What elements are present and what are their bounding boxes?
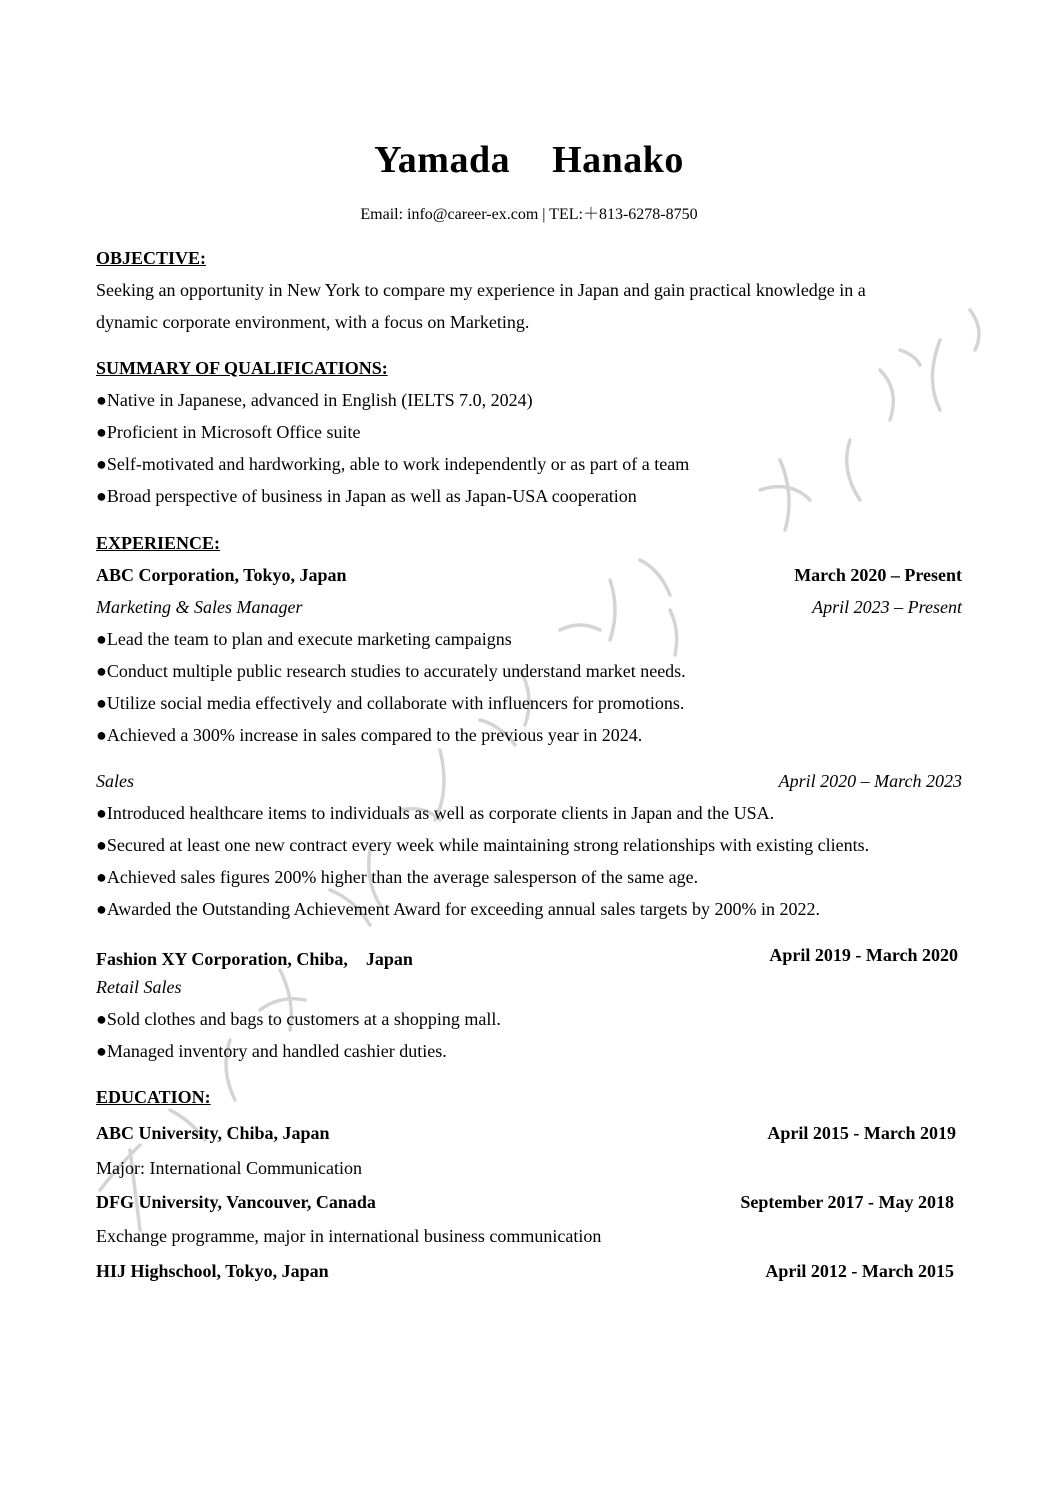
summary-item: ●Self-motivated and hardworking, able to work independently or as part of a team (96, 454, 690, 474)
role-dates: April 2020 – March 2023 (778, 771, 962, 791)
role-title: Marketing & Sales Manager (96, 597, 303, 617)
company-name: Fashion XY Corporation, Chiba, Japan (96, 949, 413, 969)
school-dates: September 2017 - May 2018 (740, 1192, 954, 1212)
summary-item: ●Proficient in Microsoft Office suite (96, 422, 361, 442)
role-bullet: ●Sold clothes and bags to customers at a shopping mall. (96, 1009, 501, 1029)
role-bullet: ●Achieved a 300% increase in sales compared to the previous year in 2024. (96, 725, 643, 745)
candidate-name (0, 138, 1058, 182)
role-bullet: ●Achieved sales figures 200% higher than the average salesperson of the same age. (96, 867, 699, 887)
role-bullet: ●Awarded the Outstanding Achievement Award for exceeding annual sales targets by 200% in 2022. (96, 899, 821, 919)
role-bullet: ●Introduced healthcare items to individuals as well as corporate clients in Japan and the USA. (96, 803, 775, 823)
school-note: Major: International Communication (96, 1158, 362, 1178)
school-dates: April 2015 - March 2019 (767, 1123, 956, 1143)
company-name: ABC Corporation, Tokyo, Japan (96, 565, 347, 585)
company-dates: March 2020 – Present (794, 565, 962, 585)
objective-line: dynamic corporate environment, with a focus on Marketing. (96, 312, 530, 332)
role-bullet: ●Managed inventory and handled cashier duties. (96, 1041, 447, 1061)
school-name: ABC University, Chiba, Japan (96, 1123, 330, 1143)
role-bullet: ●Conduct multiple public research studies to accurately understand market needs. (96, 661, 686, 681)
contact-line: Email: info@career-ex.com | TEL:＋813-6278-8750 (360, 206, 698, 223)
objective-heading: OBJECTIVE: (96, 248, 207, 268)
role-bullet: ●Utilize social media effectively and collaborate with influencers for promotions. (96, 693, 685, 713)
role-dates: April 2023 – Present (812, 597, 962, 617)
role-title: Retail Sales (96, 977, 182, 997)
role-title: Sales (96, 771, 134, 791)
last-name: Hanako (552, 139, 684, 181)
role-bullet: ●Secured at least one new contract every week while maintaining strong relationships with existing clients. (96, 835, 870, 855)
education-heading: EDUCATION: (96, 1087, 211, 1107)
school-dates: April 2012 - March 2015 (765, 1261, 954, 1281)
objective-line: Seeking an opportunity in New York to compare my experience in Japan and gain practical knowledge in a (96, 280, 866, 300)
company-dates: April 2019 - March 2020 (769, 945, 958, 965)
school-name: DFG University, Vancouver, Canada (96, 1192, 376, 1212)
experience-heading: EXPERIENCE: (96, 533, 221, 553)
school-name: HIJ Highschool, Tokyo, Japan (96, 1261, 329, 1281)
school-note: Exchange programme, major in international business communication (96, 1226, 602, 1246)
summary-item: ●Native in Japanese, advanced in English (IELTS 7.0, 2024) (96, 390, 533, 410)
summary-heading: SUMMARY OF QUALIFICATIONS: (96, 358, 388, 378)
first-name: Yamada (374, 139, 511, 181)
summary-item: ●Broad perspective of business in Japan as well as Japan-USA cooperation (96, 486, 637, 506)
role-bullet: ●Lead the team to plan and execute marketing campaigns (96, 629, 512, 649)
